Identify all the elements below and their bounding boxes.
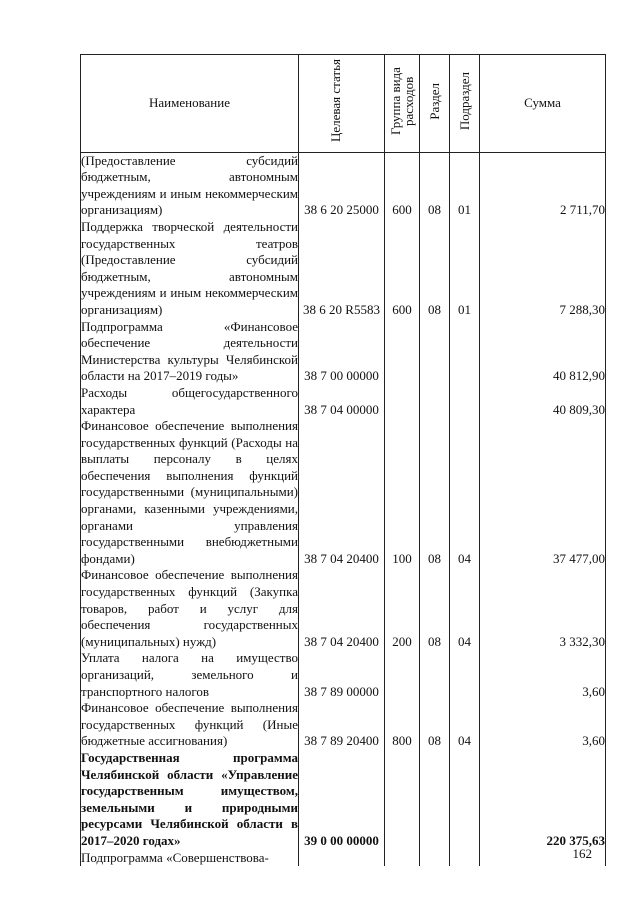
row-section: 08 <box>420 700 450 750</box>
table-row <box>81 850 606 867</box>
row-section <box>420 850 450 867</box>
row-name: Уплата налога на имущество организаций, земельного и транспортного налогов <box>81 650 298 699</box>
table-row <box>81 219 606 319</box>
row-target-article: 38 6 20 R5583 <box>299 219 385 319</box>
row-target-article: 38 7 04 20400 <box>299 418 385 567</box>
row-amount: 2 711,70 <box>480 152 606 219</box>
row-name: Подпрограмма «Финансовое обеспечение деятельности Министерства культуры Челябинской области на 2017–2019 годы» <box>81 318 298 384</box>
row-subsection: 04 <box>450 567 480 650</box>
row-target-article: 39 0 00 00000 <box>299 750 385 850</box>
row-name: Финансовое обеспечение выполнения государственных функций (Расходы на выплаты персоналу в целях обеспечения выполнения функций государственными (муниципальными) органами, казенными учреждениями, органами управления государственными внебюджетными фондами) <box>81 418 298 566</box>
row-subsection: 01 <box>450 219 480 319</box>
header-article: Целевая статья <box>299 55 385 153</box>
row-expense-group: 600 <box>385 219 420 319</box>
row-amount: 220 375,63 <box>480 750 606 850</box>
row-amount: 7 288,30 <box>480 219 606 319</box>
row-name: Поддержка творческой деятельности государственных театров (Предоставление субсидий бюджетным, автономным учреждениям и иным некоммерческим организациям) <box>81 218 298 317</box>
row-amount: 3,60 <box>480 700 606 750</box>
row-section <box>420 650 450 700</box>
row-expense-group <box>385 850 420 867</box>
row-expense-group <box>385 319 420 385</box>
row-expense-group <box>385 385 420 418</box>
row-target-article: 38 6 20 25000 <box>299 152 385 219</box>
row-amount: 37 477,00 <box>480 418 606 567</box>
table-row <box>81 418 606 567</box>
budget-table <box>80 54 606 866</box>
row-section <box>420 385 450 418</box>
row-expense-group: 200 <box>385 567 420 650</box>
row-amount: 3,60 <box>480 650 606 700</box>
table-row <box>81 319 606 385</box>
row-name: Расходы общегосударственного характера <box>81 384 298 417</box>
table-row <box>81 385 606 418</box>
row-target-article: 38 7 89 20400 <box>299 700 385 750</box>
row-section: 08 <box>420 567 450 650</box>
row-expense-group <box>385 750 420 850</box>
row-subsection <box>450 750 480 850</box>
row-section <box>420 750 450 850</box>
row-name: (Предоставление субсидий бюджетным, автономным учреждениям и иным некоммерческим организациям) <box>81 152 298 218</box>
row-expense-group: 800 <box>385 700 420 750</box>
row-expense-group <box>385 650 420 700</box>
page-number: 162 <box>572 846 592 861</box>
header-group: Группа вида расходов <box>385 55 420 153</box>
table-header-row <box>81 55 606 153</box>
row-name: Финансовое обеспечение выполнения государственных функций (Закупка товаров, работ и услуг для обеспечения государственных (муниципальных) нужд) <box>81 567 298 649</box>
row-target-article: 38 7 04 00000 <box>299 385 385 418</box>
row-subsection <box>450 850 480 867</box>
table-row <box>81 152 606 219</box>
row-subsection: 04 <box>450 418 480 567</box>
table-row <box>81 750 606 850</box>
row-target-article: 38 7 00 00000 <box>299 319 385 385</box>
row-expense-group: 100 <box>385 418 420 567</box>
header-subsection: Подраздел <box>450 55 480 153</box>
table-row <box>81 700 606 750</box>
row-subsection: 04 <box>450 700 480 750</box>
row-amount: 40 812,90 <box>480 319 606 385</box>
row-section: 08 <box>420 219 450 319</box>
header-sum: Сумма <box>480 55 606 153</box>
row-subsection <box>450 650 480 700</box>
row-name: Государственная программа Челябинской области «Управление государственным имуществом, земельными и природными ресурсами Челябинской области в 2017–2020 годах» <box>81 749 298 848</box>
row-subsection <box>450 385 480 418</box>
row-section: 08 <box>420 152 450 219</box>
header-name: Наименование <box>81 55 299 153</box>
row-target-article: 38 7 04 20400 <box>299 567 385 650</box>
row-expense-group: 600 <box>385 152 420 219</box>
row-name: Подпрограмма «Совершенствова- <box>81 850 299 867</box>
row-target-article: 38 7 89 00000 <box>299 650 385 700</box>
row-name: Финансовое обеспечение выполнения государственных функций (Иные бюджетные ассигнования) <box>81 700 298 749</box>
row-subsection: 01 <box>450 152 480 219</box>
row-amount: 40 809,30 <box>480 385 606 418</box>
row-section: 08 <box>420 418 450 567</box>
table-row <box>81 650 606 700</box>
header-section: Раздел <box>420 55 450 153</box>
row-amount: 3 332,30 <box>480 567 606 650</box>
row-subsection <box>450 319 480 385</box>
row-target-article <box>299 850 385 867</box>
row-section <box>420 319 450 385</box>
table-row <box>81 567 606 650</box>
